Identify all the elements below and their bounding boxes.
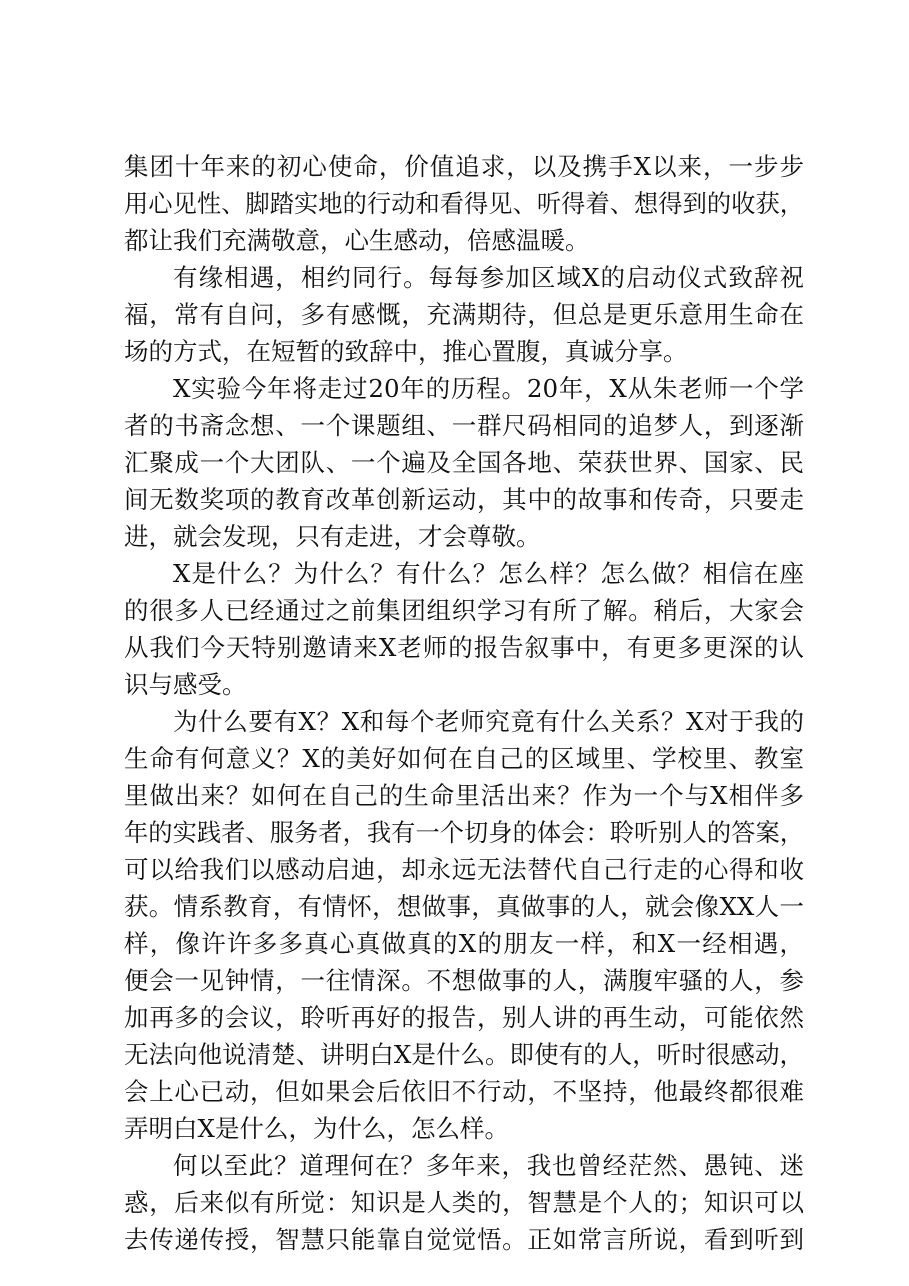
paragraph-first-line: X是什么？为什么？有什么？怎么样？怎么做？相信在座	[173, 559, 804, 588]
text-line: 汇聚成一个大团队、一个遍及全国各地、荣获世界、国家、民	[124, 448, 804, 477]
paragraph-first-line: 有缘相遇，相约同行。每每参加区域X的启动仪式致辞祝	[173, 263, 804, 292]
text-line: 都让我们充满敬意，心生感动，倍感温暖。	[124, 226, 590, 255]
text-line: 惑，后来似有所觉：知识是人类的，智慧是个人的；知识可以	[124, 1188, 804, 1217]
text-line: 从我们今天特别邀请来X老师的报告叙事中，有更多更深的认	[124, 633, 804, 662]
text-line: 获。情系教育，有情怀，想做事，真做事的人，就会像XX人一	[124, 892, 804, 921]
text-line: 加再多的会议，聆听再好的报告，别人讲的再生动，可能依然	[124, 1003, 804, 1032]
text-line: 识与感受。	[124, 670, 247, 699]
paragraph-first-line: 何以至此？道理何在？多年来，我也曾经茫然、愚钝、迷	[173, 1151, 804, 1180]
paragraph-first-line: X实验今年将走过20年的历程。20年，X从朱老师一个学	[173, 374, 804, 403]
text-line: 无法向他说清楚、讲明白X是什么。即使有的人，听时很感动，	[124, 1040, 804, 1069]
text-line: 样，像许许多多真心真做真的X的朋友一样，和X一经相遇，	[124, 929, 804, 958]
text-line: 进，就会发现，只有走进，才会尊敬。	[124, 522, 541, 551]
text-line: 的很多人已经通过之前集团组织学习有所了解。稍后，大家会	[124, 596, 804, 625]
text-line: 集团十年来的初心使命，价值追求，以及携手X以来，一步步	[124, 152, 804, 181]
text-line: 里做出来？如何在自己的生命里活出来？作为一个与X相伴多	[124, 781, 804, 810]
text-line: 福，常有自问，多有感慨，充满期待，但总是更乐意用生命在	[124, 300, 804, 329]
document-body	[124, 148, 804, 1258]
text-line: 生命有何意义？X的美好如何在自己的区域里、学校里、教室	[124, 744, 804, 773]
text-line: 用心见性、脚踏实地的行动和看得见、听得着、想得到的收获，	[124, 189, 804, 218]
text-line: 者的书斋念想、一个课题组、一群尺码相同的追梦人，到逐渐	[124, 411, 804, 440]
text-line: 会上心已动，但如果会后依旧不行动，不坚持，他最终都很难	[124, 1077, 804, 1106]
text-line: 年的实践者、服务者，我有一个切身的体会：聆听别人的答案，	[124, 818, 804, 847]
text-line: 可以给我们以感动启迪，却永远无法替代自己行走的心得和收	[124, 855, 804, 884]
text-line: 场的方式，在短暂的致辞中，推心置腹，真诚分享。	[124, 337, 688, 366]
text-line: 便会一见钟情，一往情深。不想做事的人，满腹牢骚的人，参	[124, 966, 804, 995]
paragraph-first-line: 为什么要有X？X和每个老师究竟有什么关系？X对于我的	[173, 707, 804, 736]
text-line: 去传递传授，智慧只能靠自觉觉悟。正如常言所说，看到听到	[124, 1225, 804, 1254]
text-line: 间无数奖项的教育改革创新运动，其中的故事和传奇，只要走	[124, 485, 804, 514]
text-line: 弄明白X是什么，为什么，怎么样。	[124, 1114, 509, 1143]
